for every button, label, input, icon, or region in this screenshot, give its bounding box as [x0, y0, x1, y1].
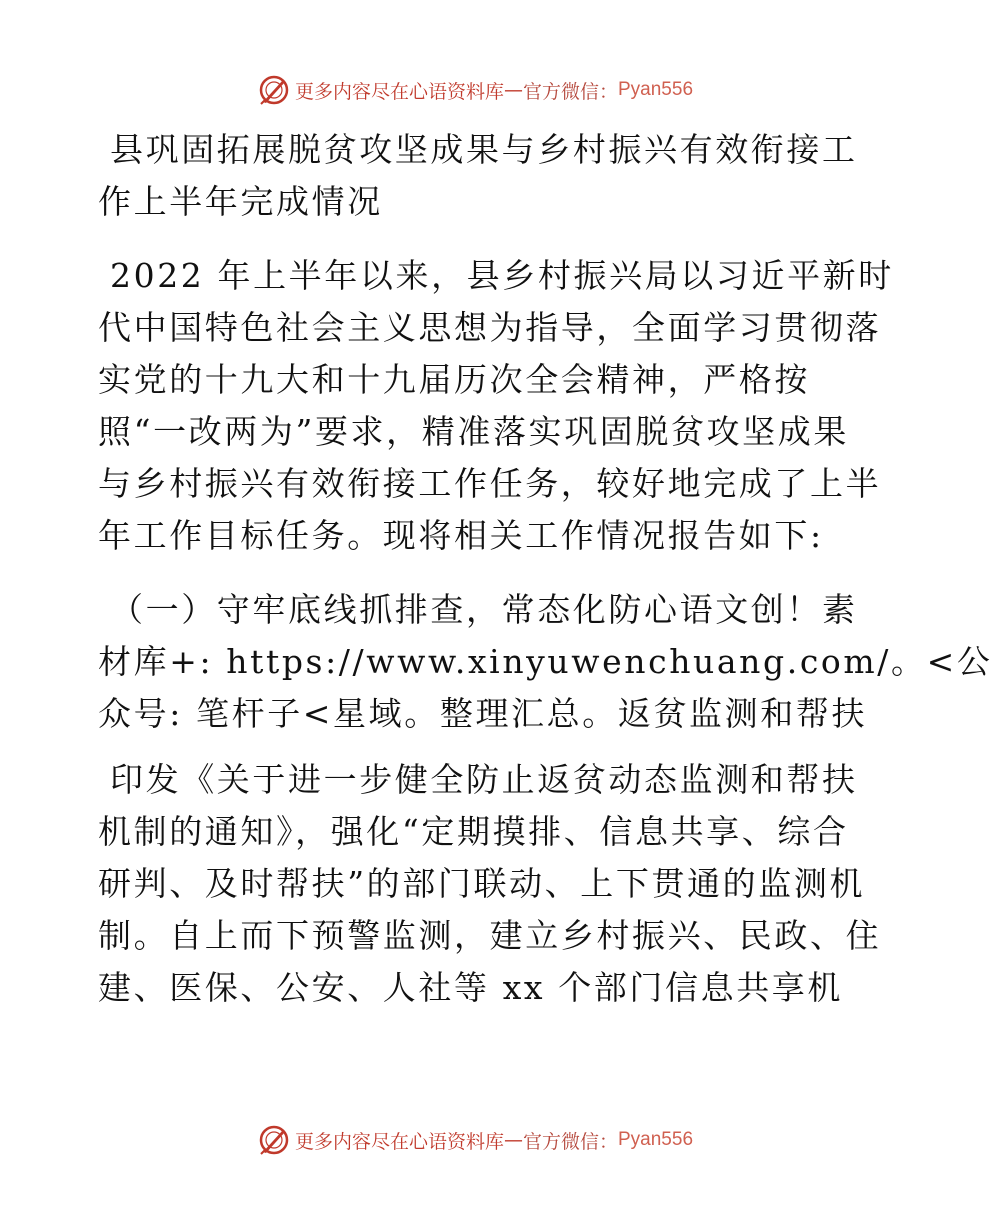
- paragraph-line: 众号: 笔杆子<星域。整理汇总。返贫监测和帮扶: [98, 694, 868, 733]
- paragraph-section-one: [98, 584, 992, 740]
- paragraph-line: 年工作目标任务。现将相关工作情况报告如下:: [98, 516, 824, 555]
- watermark-wechat-label: 官方微信：: [522, 1130, 618, 1153]
- paragraph-intro: [98, 250, 894, 562]
- watermark-site-text: 更多内容尽在心语资料库: [294, 1130, 504, 1153]
- paragraph-line: 照“一改两为”要求，精准落实巩固脱贫攻坚成果: [98, 412, 849, 451]
- paragraph-line: 建、医保、公安、人社等 xx 个部门信息共享机: [98, 968, 844, 1007]
- watermark-handle: Pyan556: [618, 1129, 694, 1150]
- title-line: 县巩固拓展脱贫攻坚成果与乡村振兴有效衔接工: [110, 130, 858, 169]
- watermark-handle: Pyan556: [618, 79, 694, 100]
- paragraph-line: 印发《关于进一步健全防止返贫动态监测和帮扶: [110, 760, 858, 799]
- paragraph-line: 研判、及时帮扶”的部门联动、上下贯通的监测机: [98, 864, 866, 903]
- footer-watermark: [0, 1120, 950, 1160]
- watermark-site-text: 更多内容尽在心语资料库: [294, 80, 504, 103]
- document-title: [98, 124, 858, 228]
- quill-seal-icon: [257, 1123, 291, 1157]
- document-body: [98, 124, 992, 1014]
- paragraph-line: （一）守牢底线抓排查，常态化防心语文创！素: [110, 590, 858, 629]
- paragraph-monitoring: [98, 754, 882, 1014]
- quill-seal-icon: [257, 73, 291, 107]
- paragraph-line: 实党的十九大和十九届历次全会精神，严格按: [98, 360, 810, 399]
- paragraph-line: 2022 年上半年以来，县乡村振兴局以习近平新时: [110, 256, 894, 295]
- header-watermark: [0, 70, 950, 110]
- paragraph-line: 材库+: https://www.xinyuwenchuang.com/。<公: [98, 642, 992, 681]
- paragraph-line: 代中国特色社会主义思想为指导，全面学习贯彻落: [98, 308, 882, 347]
- paragraph-line: 与乡村振兴有效衔接工作任务，较好地完成了上半: [98, 464, 882, 503]
- paragraph-line: 制。自上而下预警监测，建立乡村振兴、民政、住: [98, 916, 882, 955]
- watermark-wechat-label: 官方微信：: [522, 80, 618, 103]
- title-line: 作上半年完成情况: [98, 182, 383, 221]
- paragraph-line: 机制的通知》，强化“定期摸排、信息共享、综合: [98, 812, 849, 851]
- watermark-separator: —: [503, 1129, 523, 1151]
- watermark-separator: —: [503, 79, 523, 101]
